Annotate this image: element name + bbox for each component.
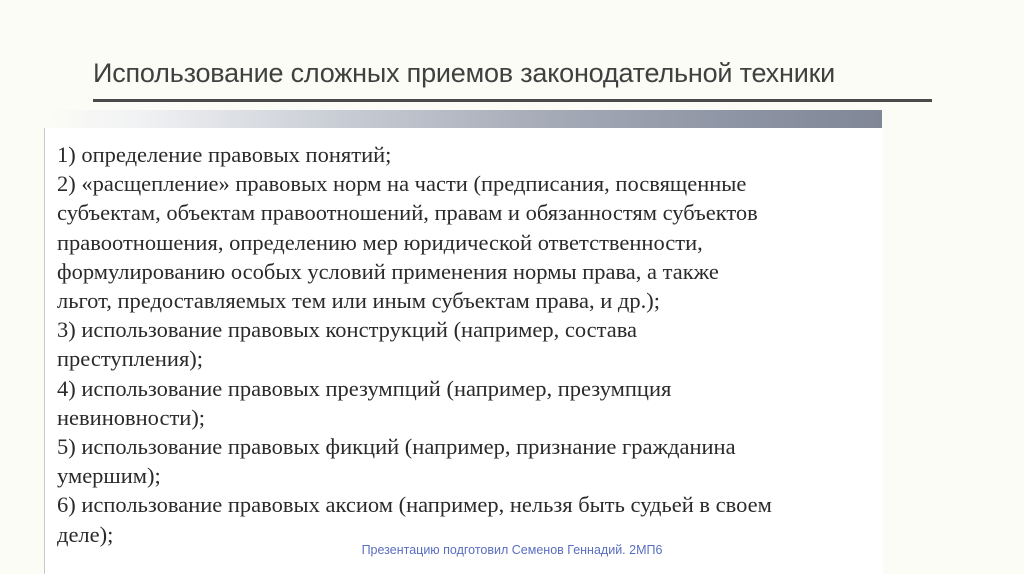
- content-line: правоотношения, определению мер юридической ответственности,: [57, 229, 703, 255]
- content-line: деле);: [57, 521, 114, 547]
- slide-title: Использование сложных приемов законодательной техники: [93, 58, 836, 88]
- footer-credit: Презентацию подготовил Семенов Геннадий. 2МП6: [361, 543, 663, 557]
- content-line: льгот, предоставляемых тем или иным субъектам права, и др.);: [57, 288, 660, 314]
- content-line: 4) использование правовых презумпций (например, презумпция: [57, 375, 672, 401]
- content-line: преступления);: [57, 346, 204, 372]
- content-line: 2) «расщепление» правовых норм на части (предписания, посвященные: [57, 171, 747, 197]
- content-line: субъектам, объектам правоотношений, правам и обязанностям субъектов: [57, 200, 758, 226]
- decorative-gradient-bar: [44, 110, 882, 128]
- content-line: 1) определение правовых понятий;: [57, 142, 392, 167]
- content-text: [57, 140, 879, 549]
- content-line: 6) использование правовых аксиом (например, нельзя быть судьей в своем: [57, 492, 772, 518]
- content-line: невиновности);: [57, 404, 206, 430]
- content-line: 3) использование правовых конструкций (например, состава: [57, 317, 638, 343]
- content-line: умершим);: [57, 463, 161, 489]
- content-line: 5) использование правовых фикций (например, признание гражданина: [57, 434, 736, 460]
- title-underline: [93, 99, 932, 102]
- content-box: [44, 128, 883, 574]
- content-line: формулированию особых условий применения нормы права, а также: [57, 258, 719, 284]
